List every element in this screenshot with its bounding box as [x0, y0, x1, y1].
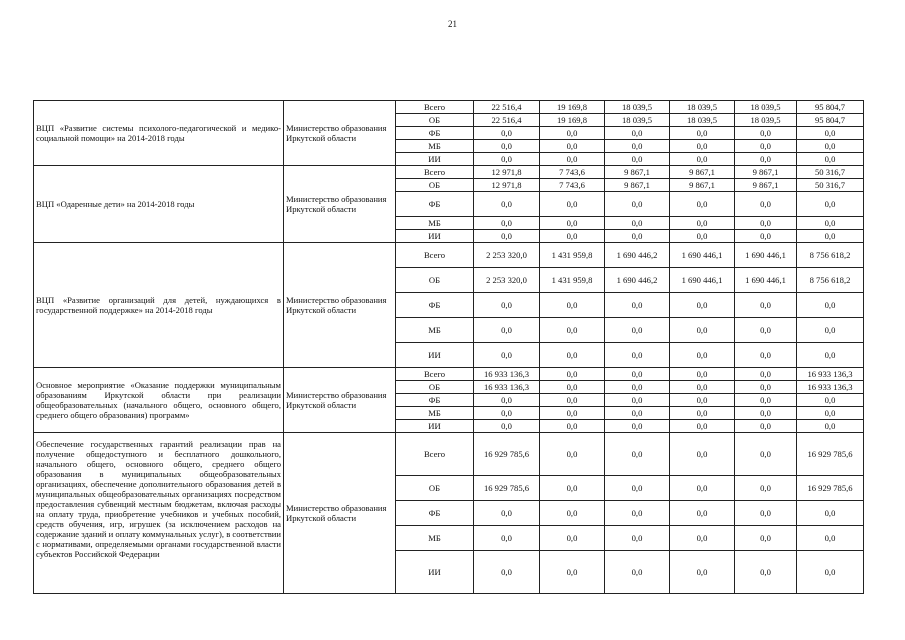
- amount-cell: 1 690 446,1: [735, 243, 797, 268]
- funding-source: МБ: [396, 407, 474, 420]
- amount-cell: 0,0: [474, 526, 540, 551]
- amount-cell: 0,0: [670, 407, 735, 420]
- page-number: 21: [448, 19, 457, 29]
- amount-cell: 0,0: [670, 192, 735, 217]
- amount-cell: 18 039,5: [670, 114, 735, 127]
- amount-cell: 0,0: [797, 127, 864, 140]
- amount-cell: 0,0: [474, 293, 540, 318]
- amount-cell: 1 690 446,2: [605, 243, 670, 268]
- amount-cell: 0,0: [735, 192, 797, 217]
- program-name: ВЦП «Развитие организаций для детей, нуждающихся в государственной поддержке» на 2014-2018 годы: [34, 243, 284, 368]
- amount-cell: 16 933 136,3: [474, 368, 540, 381]
- ministry-name: Министерство образования Иркутской области: [284, 243, 396, 368]
- amount-cell: 0,0: [474, 318, 540, 343]
- amount-cell: 0,0: [540, 318, 605, 343]
- amount-cell: 0,0: [670, 230, 735, 243]
- amount-cell: 0,0: [797, 394, 864, 407]
- amount-cell: 0,0: [735, 501, 797, 526]
- amount-cell: 9 867,1: [605, 166, 670, 179]
- amount-cell: 0,0: [670, 127, 735, 140]
- table-row: [34, 243, 864, 268]
- amount-cell: 0,0: [474, 407, 540, 420]
- amount-cell: 0,0: [605, 368, 670, 381]
- funding-source: ИИ: [396, 230, 474, 243]
- amount-cell: 95 804,7: [797, 114, 864, 127]
- amount-cell: 2 253 320,0: [474, 243, 540, 268]
- amount-cell: 0,0: [670, 433, 735, 476]
- funding-source: МБ: [396, 318, 474, 343]
- amount-cell: 0,0: [735, 551, 797, 594]
- amount-cell: 0,0: [735, 420, 797, 433]
- amount-cell: 16 929 785,6: [797, 433, 864, 476]
- funding-source: ОБ: [396, 381, 474, 394]
- amount-cell: 0,0: [670, 318, 735, 343]
- amount-cell: 0,0: [670, 153, 735, 166]
- amount-cell: 0,0: [797, 407, 864, 420]
- ministry-name: Министерство образования Иркутской области: [284, 433, 396, 594]
- amount-cell: 0,0: [797, 551, 864, 594]
- amount-cell: 0,0: [735, 343, 797, 368]
- amount-cell: 0,0: [540, 293, 605, 318]
- amount-cell: 0,0: [735, 140, 797, 153]
- funding-source: ИИ: [396, 153, 474, 166]
- amount-cell: 0,0: [735, 394, 797, 407]
- funding-source: ОБ: [396, 179, 474, 192]
- amount-cell: 0,0: [735, 368, 797, 381]
- amount-cell: 0,0: [540, 127, 605, 140]
- funding-source: МБ: [396, 140, 474, 153]
- amount-cell: 0,0: [540, 407, 605, 420]
- amount-cell: 0,0: [474, 343, 540, 368]
- funding-source: ИИ: [396, 420, 474, 433]
- amount-cell: 7 743,6: [540, 179, 605, 192]
- amount-cell: 0,0: [670, 368, 735, 381]
- amount-cell: 0,0: [474, 420, 540, 433]
- amount-cell: 1 690 446,1: [670, 243, 735, 268]
- amount-cell: 0,0: [605, 501, 670, 526]
- amount-cell: 19 169,8: [540, 114, 605, 127]
- funding-source: ФБ: [396, 293, 474, 318]
- amount-cell: 0,0: [605, 476, 670, 501]
- amount-cell: 0,0: [540, 230, 605, 243]
- amount-cell: 50 316,7: [797, 179, 864, 192]
- amount-cell: 0,0: [474, 217, 540, 230]
- amount-cell: 0,0: [670, 501, 735, 526]
- amount-cell: 0,0: [540, 501, 605, 526]
- amount-cell: 0,0: [670, 140, 735, 153]
- amount-cell: 0,0: [735, 526, 797, 551]
- amount-cell: 0,0: [605, 140, 670, 153]
- amount-cell: 0,0: [474, 394, 540, 407]
- funding-source: Всего: [396, 166, 474, 179]
- amount-cell: 0,0: [797, 140, 864, 153]
- amount-cell: 9 867,1: [735, 179, 797, 192]
- funding-source: ФБ: [396, 394, 474, 407]
- amount-cell: 0,0: [605, 407, 670, 420]
- amount-cell: 0,0: [797, 230, 864, 243]
- amount-cell: 50 316,7: [797, 166, 864, 179]
- amount-cell: 7 743,6: [540, 166, 605, 179]
- program-name: ВЦП «Развитие системы психолого-педагогической и медико-социальной помощи» на 2014-2018 годы: [34, 101, 284, 166]
- amount-cell: 0,0: [540, 526, 605, 551]
- amount-cell: 18 039,5: [605, 101, 670, 114]
- amount-cell: 0,0: [605, 433, 670, 476]
- ministry-name: Министерство образования Иркутской области: [284, 166, 396, 243]
- amount-cell: 16 929 785,6: [474, 476, 540, 501]
- amount-cell: 0,0: [540, 381, 605, 394]
- funding-source: МБ: [396, 217, 474, 230]
- program-name: Обеспечение государственных гарантий реализации прав на получение общедоступного и бесплатного дошкольного, начального общего, основного общего, среднего общего образования в муниципальных общеобразовательных организациях, обеспечение дополнительного образования детей в муниципальных общеобразовательных организациях посредством предоставления субвенций местным бюджетам, включая расходы на оплату труда, приобретение учебников и учебных пособий, средств обучения, игр, игрушек (за исключением расходов на содержание зданий и оплату коммунальных услуг), в соответствии с нормативами, определяемыми органами государственной власти субъектов Российской Федерации: [34, 433, 284, 594]
- amount-cell: 0,0: [735, 407, 797, 420]
- amount-cell: 0,0: [540, 433, 605, 476]
- amount-cell: 16 929 785,6: [797, 476, 864, 501]
- amount-cell: 16 933 136,3: [797, 368, 864, 381]
- amount-cell: 0,0: [670, 217, 735, 230]
- amount-cell: 0,0: [540, 551, 605, 594]
- amount-cell: 0,0: [735, 381, 797, 394]
- amount-cell: 0,0: [797, 192, 864, 217]
- amount-cell: 22 516,4: [474, 114, 540, 127]
- program-name: Основное мероприятие «Оказание поддержки муниципальным образованиям Иркутской области при реализации общеобразовательных (начального общего, основного общего, среднего общего образования) программ»: [34, 368, 284, 433]
- amount-cell: 0,0: [540, 217, 605, 230]
- amount-cell: 18 039,5: [735, 101, 797, 114]
- amount-cell: 8 756 618,2: [797, 243, 864, 268]
- amount-cell: 1 690 446,1: [670, 268, 735, 293]
- amount-cell: 0,0: [735, 476, 797, 501]
- amount-cell: 8 756 618,2: [797, 268, 864, 293]
- amount-cell: 0,0: [735, 433, 797, 476]
- amount-cell: 0,0: [540, 343, 605, 368]
- amount-cell: 0,0: [735, 217, 797, 230]
- table-row: [34, 166, 864, 179]
- amount-cell: 0,0: [540, 368, 605, 381]
- amount-cell: 0,0: [735, 318, 797, 343]
- amount-cell: 1 431 959,8: [540, 268, 605, 293]
- amount-cell: 0,0: [797, 343, 864, 368]
- amount-cell: 0,0: [540, 153, 605, 166]
- amount-cell: 0,0: [474, 140, 540, 153]
- amount-cell: 0,0: [540, 140, 605, 153]
- amount-cell: 12 971,8: [474, 166, 540, 179]
- table-row: [34, 433, 864, 476]
- funding-source: ОБ: [396, 476, 474, 501]
- amount-cell: 0,0: [605, 230, 670, 243]
- amount-cell: 16 933 136,3: [797, 381, 864, 394]
- amount-cell: 0,0: [605, 192, 670, 217]
- amount-cell: 18 039,5: [735, 114, 797, 127]
- amount-cell: 0,0: [540, 476, 605, 501]
- amount-cell: 1 431 959,8: [540, 243, 605, 268]
- amount-cell: 0,0: [670, 551, 735, 594]
- amount-cell: 1 690 446,2: [605, 268, 670, 293]
- amount-cell: 0,0: [670, 420, 735, 433]
- amount-cell: 0,0: [540, 420, 605, 433]
- funding-source: Всего: [396, 243, 474, 268]
- funding-table: [33, 100, 864, 594]
- amount-cell: 0,0: [735, 293, 797, 318]
- amount-cell: 22 516,4: [474, 101, 540, 114]
- amount-cell: 0,0: [474, 153, 540, 166]
- amount-cell: 0,0: [605, 394, 670, 407]
- amount-cell: 0,0: [797, 293, 864, 318]
- funding-source: ФБ: [396, 501, 474, 526]
- funding-source: Всего: [396, 368, 474, 381]
- ministry-name: Министерство образования Иркутской области: [284, 368, 396, 433]
- amount-cell: 0,0: [474, 192, 540, 217]
- table-row: [34, 101, 864, 114]
- table-row: [34, 368, 864, 381]
- amount-cell: 0,0: [797, 153, 864, 166]
- amount-cell: 16 933 136,3: [474, 381, 540, 394]
- amount-cell: 0,0: [605, 551, 670, 594]
- amount-cell: 0,0: [670, 526, 735, 551]
- amount-cell: 1 690 446,1: [735, 268, 797, 293]
- funding-source: Всего: [396, 433, 474, 476]
- amount-cell: 0,0: [474, 230, 540, 243]
- amount-cell: 0,0: [474, 551, 540, 594]
- funding-source: ФБ: [396, 192, 474, 217]
- amount-cell: 0,0: [605, 293, 670, 318]
- amount-cell: 19 169,8: [540, 101, 605, 114]
- funding-source: ОБ: [396, 114, 474, 127]
- amount-cell: 0,0: [605, 381, 670, 394]
- amount-cell: 0,0: [797, 318, 864, 343]
- funding-source: МБ: [396, 526, 474, 551]
- amount-cell: 0,0: [797, 420, 864, 433]
- funding-source: ИИ: [396, 551, 474, 594]
- program-name: ВЦП «Одаренные дети» на 2014-2018 годы: [34, 166, 284, 243]
- amount-cell: 0,0: [605, 153, 670, 166]
- amount-cell: 2 253 320,0: [474, 268, 540, 293]
- amount-cell: 0,0: [797, 217, 864, 230]
- amount-cell: 9 867,1: [670, 166, 735, 179]
- amount-cell: 0,0: [605, 127, 670, 140]
- amount-cell: 0,0: [605, 217, 670, 230]
- amount-cell: 0,0: [797, 501, 864, 526]
- ministry-name: Министерство образования Иркутской области: [284, 101, 396, 166]
- amount-cell: 12 971,8: [474, 179, 540, 192]
- amount-cell: 0,0: [605, 318, 670, 343]
- funding-source: ИИ: [396, 343, 474, 368]
- amount-cell: 0,0: [540, 394, 605, 407]
- amount-cell: 0,0: [735, 153, 797, 166]
- amount-cell: 18 039,5: [605, 114, 670, 127]
- amount-cell: 0,0: [735, 127, 797, 140]
- funding-source: Всего: [396, 101, 474, 114]
- amount-cell: 95 804,7: [797, 101, 864, 114]
- amount-cell: 0,0: [670, 394, 735, 407]
- amount-cell: 0,0: [797, 526, 864, 551]
- amount-cell: 18 039,5: [670, 101, 735, 114]
- funding-source: ФБ: [396, 127, 474, 140]
- amount-cell: 9 867,1: [605, 179, 670, 192]
- amount-cell: 16 929 785,6: [474, 433, 540, 476]
- amount-cell: 0,0: [735, 230, 797, 243]
- amount-cell: 0,0: [474, 127, 540, 140]
- amount-cell: 0,0: [540, 192, 605, 217]
- amount-cell: 0,0: [670, 293, 735, 318]
- amount-cell: 0,0: [605, 420, 670, 433]
- amount-cell: 0,0: [605, 343, 670, 368]
- amount-cell: 9 867,1: [735, 166, 797, 179]
- amount-cell: 0,0: [605, 526, 670, 551]
- amount-cell: 0,0: [474, 501, 540, 526]
- amount-cell: 9 867,1: [670, 179, 735, 192]
- funding-source: ОБ: [396, 268, 474, 293]
- amount-cell: 0,0: [670, 343, 735, 368]
- amount-cell: 0,0: [670, 381, 735, 394]
- amount-cell: 0,0: [670, 476, 735, 501]
